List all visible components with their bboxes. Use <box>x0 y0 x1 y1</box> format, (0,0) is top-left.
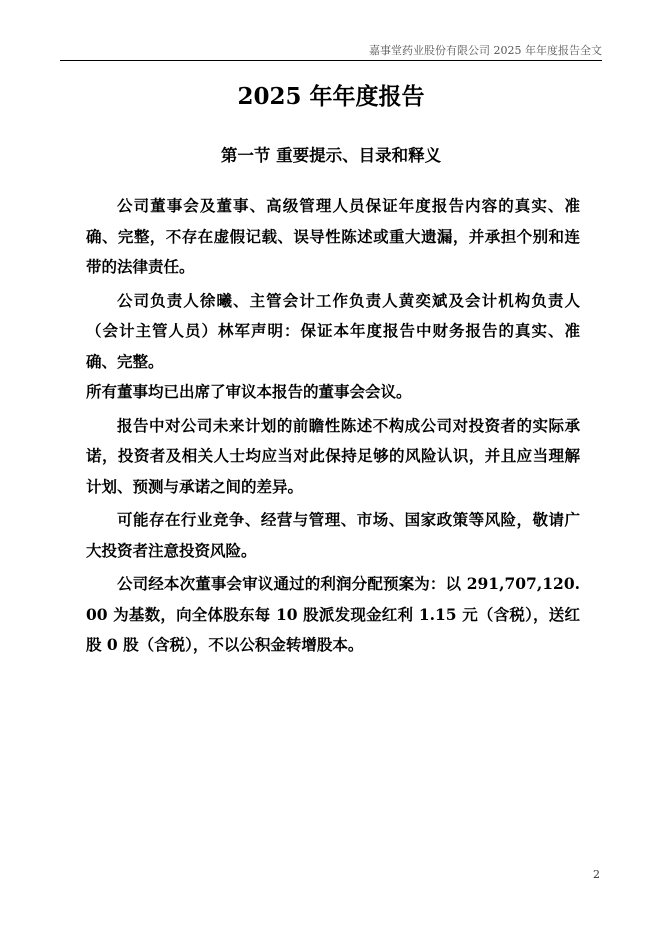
document-body <box>86 191 580 664</box>
section-title: 第一节 重要提示、目录和释义 <box>220 146 442 165</box>
paragraph-responsible-persons: 公司负责人徐曦、主管会计工作负责人黄奕斌及会计机构负责人（会计主管人员）林军声明：保证本年度报告中财务报告的真实、准确、完整。 <box>86 290 580 371</box>
paragraph-board-guarantee: 公司董事会及董事、高级管理人员保证年度报告内容的真实、准确、完整，不存在虚假记载、误导性陈述或重大遗漏，并承担个别和连带的法律责任。 <box>86 196 580 276</box>
paragraph-risks: 可能存在行业竞争、经营与管理、市场、国家政策等风险，敬请广大投资者注意投资风险。 <box>86 510 580 560</box>
running-header: 嘉事堂药业股份有限公司 2025 年年度报告全文 <box>369 44 602 57</box>
paragraph-directors-attendance: 所有董事均已出席了审议本报告的董事会会议。 <box>86 382 412 401</box>
paragraph-forward-looking: 报告中对公司未来计划的前瞻性陈述不构成公司对投资者的实际承诺，投资者及相关人士均应当对此保持足够的风险认识，并且应当理解计划、预测与承诺之间的差异。 <box>86 415 580 496</box>
paragraph-profit-distribution: 公司经本次董事会审议通过的利润分配预案为：以 291,707,120.00 为基数，向全体股东每 10 股派发现金红利 1.15 元（含税），送红股 0 股（含税），不以公积金转增股本。 <box>86 574 580 654</box>
page-number: 2 <box>593 868 600 881</box>
header-divider <box>60 60 602 61</box>
document-title: 2025 年年度报告 <box>237 83 425 110</box>
